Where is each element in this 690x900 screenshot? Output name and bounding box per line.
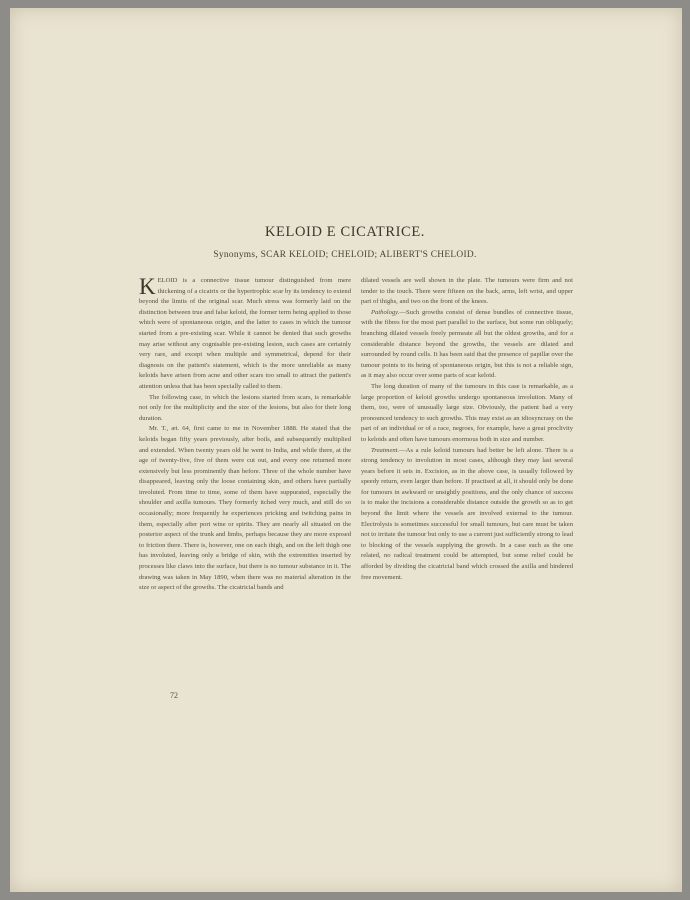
pathology-text: —Such growths consist of dense bundles of connective tissue, with the fibres for the most part parallel to the surface, but some run obliquely; branching dilated vessels freely permeate all but the oldest growths, and for a considerable distance beyond the growths, the vessels are dilated and surrounded by round cells. It has been said that the presence of papillæ over the tumour points to its being of spontaneous origin, but this is not a reliable sign, as it may also occur over some parts of scar keloid. <box>361 308 573 380</box>
page-title: KELOID E CICATRICE. <box>264 224 425 240</box>
paragraph-treatment <box>361 446 573 584</box>
paragraph-intro-text: ELOID is a connective tissue tumour distinguished from mere thickening of a cicatrix or the hypertrophic scar by its tendency to extend beyond the limits of the original scar. Much stress was formerly laid on the distinction between true and false keloid, the former term being applied to those which were of spontaneous origin, and the latter to cases in which the tumour started from a pre-existing scar. While it cannot be denied that such growths may arise without any cognisable pre-existing lesion, such cases are certainly very rare, and except when multiple and symmetrical, depend for their diagnosis on the patient's statement, which is the more unreliable as many keloids have arisen from acne and other scars too small to attract the patient's attention unless that has been specially called to them. <box>139 277 351 390</box>
paragraph-duration: The long duration of many of the tumours in this case is remarkable, as a large proportion of keloid growths undergo spontaneous involution. Many of them, too, were of unusually large size. Obviously, the patient had a very pronounced tendency to such growths. This may exist as an idiosyncrasy on the part of an individual or of a race, negroes, for example, have a great proclivity to keloids and often have tumours enormous both in size and number. <box>361 382 573 443</box>
paragraph-pathology <box>361 308 573 382</box>
page-subtitle: Synonyms, SCAR KELOID; CHELOID; ALIBERT'S CHELOID. <box>213 250 477 260</box>
paragraph-case-history: Mr. T., æt. 64, first came to me in November 1888. He stated that the keloids began fifty years previously, after boils, and subsequently multiplied and extended. When twenty years old he went to India, and while there, at the age of twenty-five, five of them were cut out, and every one returned more extensively but less prominently than before. Three of the whole number have disappeared, leaving only the loose containing skin, and others have partially involuted. From time to time, some of them have suppurated, especially the shoulder and axilla tumours. They formerly itched very much, and still do so occasionally; more frequently he experiences pricking and twitching pains in them, especially after port wine or spirits. They are nearly all situated on the posterior aspect of the trunk and limbs, perhaps because they are more exposed to friction there. There is, however, one on each thigh, and on the left thigh one has involuted, leaving only a bridge of skin, with the extremities inserted by processes like claws into the surface, but there is no tumour substance in it. The drawing was taken in May 1890, when there was no material alteration in the size or aspect of the growths. The cicatricial bands and <box>139 425 351 592</box>
pathology-heading: Pathology. <box>371 308 400 316</box>
paragraph-intro <box>139 276 351 393</box>
treatment-heading: Treatment. <box>371 446 400 454</box>
page-number: 72 <box>170 691 178 700</box>
paragraph-case-intro: The following case, in which the lesions started from scars, is remarkable not only for the multiplicity and the size of the lesions, but also for their long duration. <box>139 393 351 422</box>
treatment-text: —As a rule keloid tumours had better be left alone. There is a strong tendency to involution in most cases, although they may last several years before it sets in. Excision, as in the above case, is usually followed by speedy return, even larger than before. If practised at all, it should only be done for tumours in awkward or unsightly positions, and the only chance of success is to make the incisions a considerable distance outside the growth so as to get beyond the limit where the vessels are involved external to the tumour. Electrolysis is sometimes successful for small tumours, but care must be taken not to irritate the tumour but only to use a current just sufficiently strong to lead to blocking of the vessels supplying the growth. In a case such as the one related, no radical treatment could be attempted, but some relief could be afforded by dividing the cicatricial band which crossed the axilla and hindered free movement. <box>361 446 573 581</box>
paragraph-plate-description: dilated vessels are well shown in the plate. The tumours were firm and not tender to the touch. There were fifteen on the back, arms, left wrist, and upper part of thighs, and two on the front of the knees. <box>361 277 573 306</box>
right-column <box>361 276 573 583</box>
left-column <box>139 276 351 594</box>
drop-cap: K <box>139 274 156 299</box>
